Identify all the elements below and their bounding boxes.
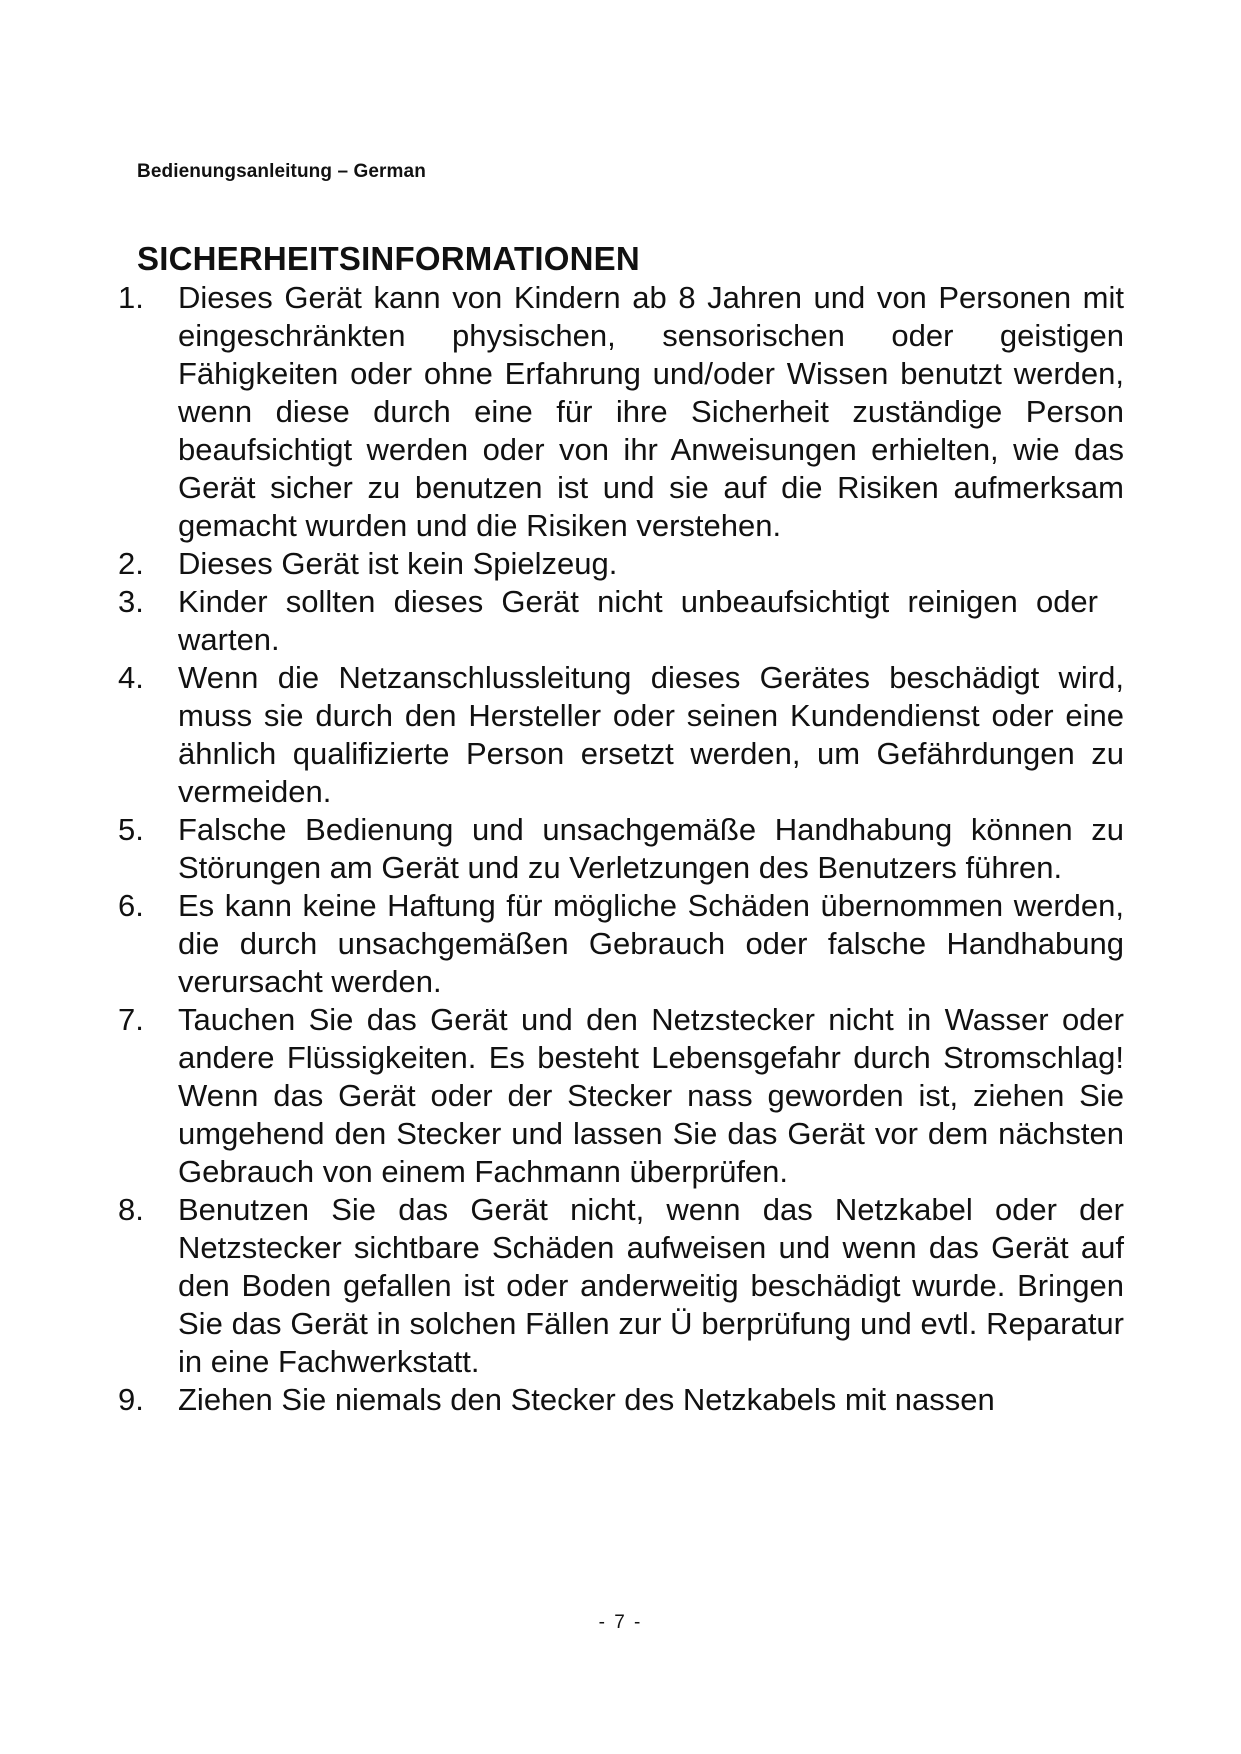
item-text: Tauchen Sie das Gerät und den Netzstecker nicht in Wasser oder andere Flüssigkeiten. Es besteht Lebensgefahr durch Stromschlag! Wenn das Gerät oder der Stecker nass geworden ist, ziehen Sie umgehend den Stecker und lassen Sie das Gerät vor dem nächsten Gebrauch von einem Fachmann überprüfen. <box>178 1002 1124 1189</box>
page-number: - 7 - <box>598 1612 643 1633</box>
section-title: SICHERHEITSINFORMATIONEN <box>137 240 640 277</box>
list-item <box>118 1001 1128 1191</box>
item-number: 5. <box>118 812 144 847</box>
list-item <box>118 1191 1128 1381</box>
item-text: Falsche Bedienung und unsachgemäße Handhabung können zu Störungen am Gerät und zu Verletzungen des Benutzers führen. <box>178 812 1124 885</box>
item-text: Benutzen Sie das Gerät nicht, wenn das Netzkabel oder der Netzstecker sichtbare Schäden aufweisen und wenn das Gerät auf den Boden gefallen ist oder anderweitig beschädigt wurde. Bringen Sie das Gerät in solchen Fällen zur Ü berprüfung und evtl. Reparatur in eine Fachwerkstatt. <box>178 1192 1124 1379</box>
item-number: 7. <box>118 1002 144 1037</box>
item-number: 4. <box>118 660 144 695</box>
item-number: 1. <box>118 280 144 315</box>
list-item <box>118 811 1128 887</box>
list-item <box>118 659 1128 811</box>
item-text: Es kann keine Haftung für mögliche Schäden übernommen werden, die durch unsachgemäßen Gebrauch oder falsche Handhabung verursacht werden. <box>178 888 1124 999</box>
item-text: Dieses Gerät ist kein Spielzeug. <box>178 546 618 581</box>
item-number: 6. <box>118 888 144 923</box>
list-item <box>118 279 1128 545</box>
document-header: Bedienungsanleitung – German <box>137 161 426 182</box>
list-item <box>118 1381 1128 1419</box>
item-text: Wenn die Netzanschlussleitung dieses Gerätes beschädigt wird, muss sie durch den Hersteller oder seinen Kundendienst oder eine ähnlich qualifizierte Person ersetzt werden, um Gefährdungen zu vermeiden. <box>178 660 1124 809</box>
item-number: 8. <box>118 1192 144 1227</box>
item-text: Dieses Gerät kann von Kindern ab 8 Jahren und von Personen mit eingeschränkten physischen, sensorischen oder geistigen Fähigkeiten oder ohne Erfahrung und/oder Wissen benutzt werden, wenn diese durch eine für ihre Sicherheit zuständige Person beaufsichtigt werden oder von ihr Anweisungen erhielten, wie das Gerät sicher zu benutzen ist und sie auf die Risiken aufmerksam gemacht wurden und die Risiken verstehen. <box>178 280 1124 543</box>
item-text: Ziehen Sie niemals den Stecker des Netzkabels mit nassen <box>178 1382 995 1417</box>
safety-instructions-list <box>118 279 1128 1419</box>
list-item <box>118 887 1128 1001</box>
list-item <box>118 545 1128 583</box>
item-number: 2. <box>118 546 144 581</box>
item-number: 3. <box>118 584 144 619</box>
item-number: 9. <box>118 1382 144 1417</box>
item-text: Kinder sollten dieses Gerät nicht unbeaufsichtigt reinigen oder warten. <box>178 584 1098 657</box>
list-item <box>118 583 1128 659</box>
